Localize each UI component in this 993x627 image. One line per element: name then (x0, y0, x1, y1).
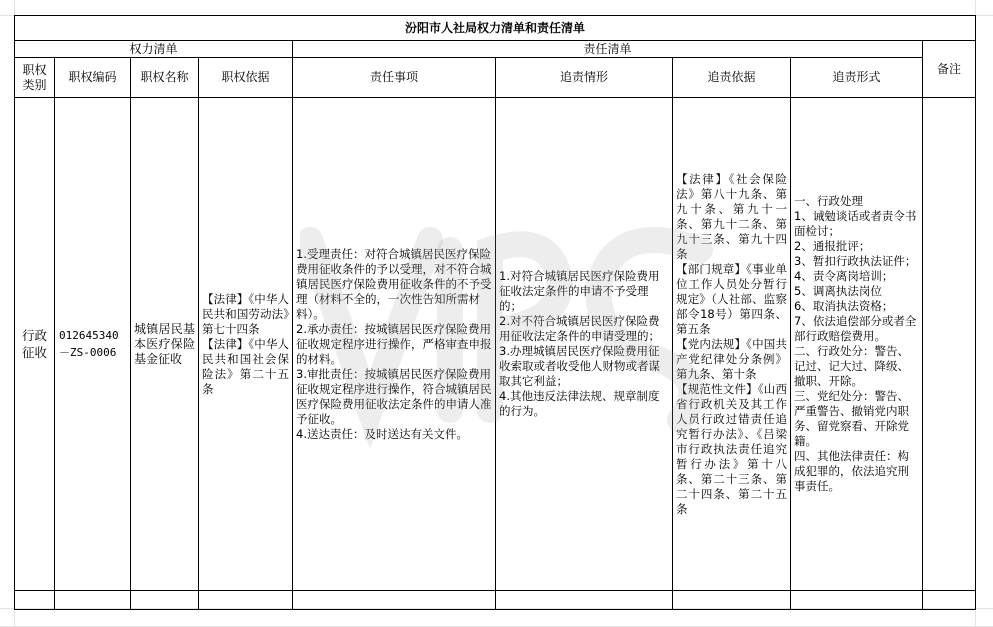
cell-accountability-cases: 1.对符合城镇居民医疗保险费用征收法定条件的申请不予受理的； 2.对不符合城镇居民医疗保险费用征收法定条件的申请受理的； 3.办理城镇居民医疗保险费用征收索取或者收受他人财物或者谋取其它利益； 4.其他违反法律法规、规章制度的行为。 (496, 98, 673, 591)
cell-category: 行政征收 (15, 98, 55, 591)
cell-accountability-forms: 一、行政处理 1、诫勉谈话或者责令书面检讨； 2、通报批评； 3、暂扣行政执法证件； 4、责令离岗培训； 5、调离执法岗位 6、取消执法资格； 7、依法追偿部分或者全部行政赔偿费用。 二、行政处分：警告、记过、记大过、降级、撤职、开除。 三、党纪处分：警告、严重警告、撤销党内职务、留党察看、开除党籍。 四、其他法律责任：构成犯罪的，依法追究刑事责任。 (791, 98, 923, 591)
header-basis: 职权依据 (199, 58, 293, 98)
header-category: 职权类别 (15, 58, 55, 98)
header-name: 职权名称 (131, 58, 199, 98)
power-responsibility-table (14, 15, 976, 610)
cell-name: 城镇居民基本医疗保险基金征收 (131, 98, 199, 591)
cell-basis: 【法律】《中华人民共和国劳动法》第七十四条 【法律】《中华人民共和国社会保险法》第二十五条 (199, 98, 293, 591)
header-accountability-cases: 追责情形 (496, 58, 673, 98)
empty-row (15, 591, 976, 610)
group-duty-list: 责任清单 (293, 41, 923, 58)
header-code: 职权编码 (55, 58, 131, 98)
header-duty-items: 责任事项 (293, 58, 496, 98)
table-title: 汾阳市人社局权力清单和责任清单 (15, 16, 976, 41)
header-accountability-basis: 追责依据 (673, 58, 791, 98)
group-power-list: 权力清单 (15, 41, 293, 58)
cell-remark (923, 98, 976, 591)
header-accountability-forms: 追责形式 (791, 58, 923, 98)
header-remark: 备注 (923, 41, 976, 98)
cell-accountability-basis: 【法律】《社会保险法》第八十九条、第九十条、第九十一条、第九十二条、第九十三条、第九十四条 【部门规章】《事业单位工作人员处分暂行规定》（人社部、监察部令18号）第四条、第五条 【党内法规】《中国共产党纪律处分条例》第九条、第十条 【规范性文件】《山西省行政机关及其工作人员行政过错责任追究暂行办法》、《吕梁市行政执法责任追究暂行办法》第十八条、第二十三条、第二十四条、第二十五条 (673, 98, 791, 591)
cell-code: 012645340－ZS-0006 (55, 98, 131, 591)
cell-duty-items: 1.受理责任：对符合城镇居民医疗保险费用征收条件的予以受理，对不符合城镇居民医疗保险费用征收条件的不予受理（材料不全的，一次性告知所需材料）。 2.承办责任：按城镇居民医疗保险费用征收规定程序进行操作，严格审查申报的材料。 3.审批责任：按城镇居民医疗保险费用征收规定程序进行操作，符合城镇居民医疗保险费用征收法定条件的申请人准予征收。 4.送达责任：及时送达有关文件。 (293, 98, 496, 591)
table-row (15, 98, 976, 591)
